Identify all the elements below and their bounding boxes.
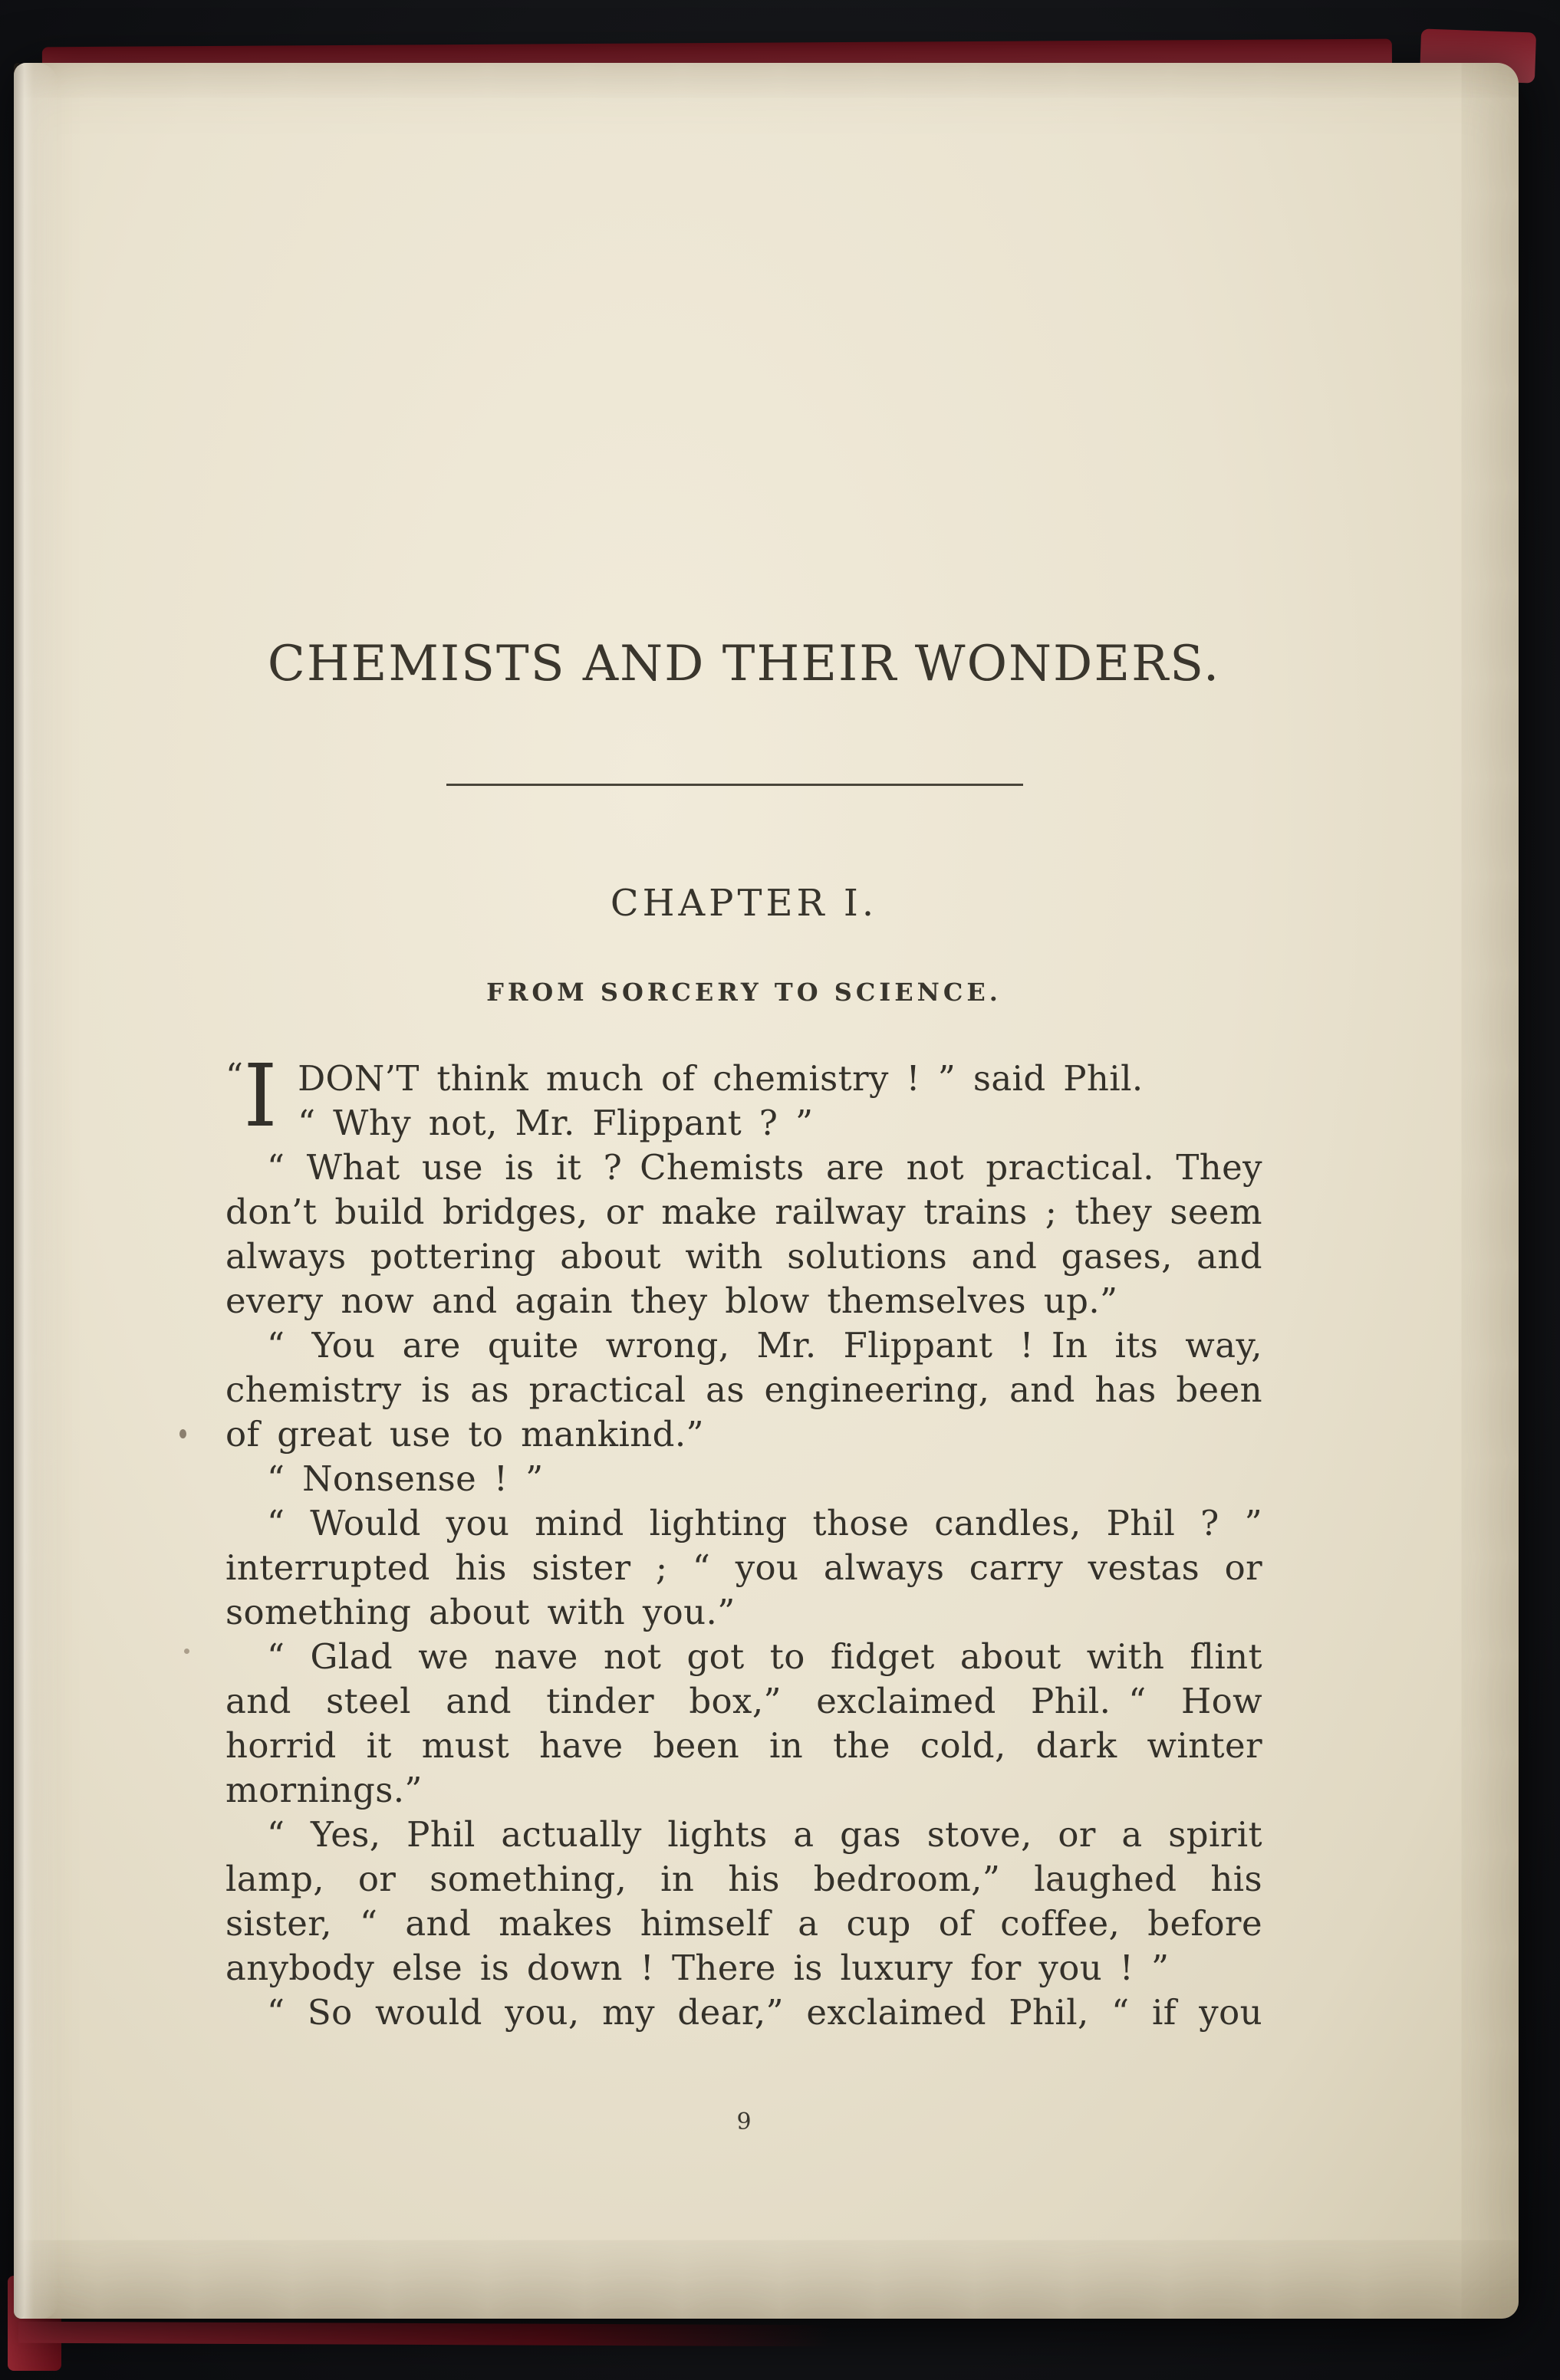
page-speck <box>179 1429 186 1438</box>
paragraph-line: DON’T think much of chemistry ! ” said Phil. <box>298 1058 1144 1099</box>
paragraph: “ You are quite wrong, Mr. Flippant ! In its way, chemistry is as practical as engineering, and has been of great use to mankind.” <box>225 1325 1262 1455</box>
page-number: 9 <box>736 2109 752 2135</box>
book-page <box>14 63 1519 2319</box>
dropcap-block <box>225 1047 298 1146</box>
page-content <box>225 63 1262 2319</box>
paragraph: “ Nonsense ! ” <box>267 1458 544 1499</box>
paragraph: “ Would you mind lighting those candles, Phil ? ” interrupted his sister ; “ you always carry vestas or something about with you.” <box>225 1503 1262 1632</box>
dropcap-letter: I <box>243 1047 278 1146</box>
book-cover-edge-bottom <box>18 2322 831 2347</box>
paragraph: “ Glad we nave not got to fidget about with flint and steel and tinder box,” exclaimed Phil. “ How horrid it must have been in the cold, dark winter mornings.” <box>225 1636 1262 1810</box>
paragraph: “ Yes, Phil actually lights a gas stove, or a spirit lamp, or something, in his bedroom,” laughed his sister, “ and makes himself a cup of coffee, before anybody else is down ! There is luxury for you ! ” <box>225 1814 1262 1988</box>
paragraph: “ What use is it ? Chemists are not practical. They don’t build bridges, or make railway trains ; they seem always pottering about with solutions and gases, and every now and again they blow themselves up.” <box>225 1147 1262 1321</box>
book-title: CHEMISTS AND THEIR WONDERS. <box>267 636 1221 692</box>
paragraph-line: “ Why not, Mr. Flippant ? ” <box>298 1103 814 1143</box>
chapter-heading: CHAPTER I. <box>610 882 878 925</box>
paragraph-opening <box>225 1047 1262 1146</box>
page-speck <box>184 1649 189 1654</box>
page-speck <box>1055 1879 1061 1885</box>
opening-quote: “ <box>225 1056 244 1096</box>
body-text <box>225 1047 1262 2035</box>
title-divider-rule <box>446 784 1023 786</box>
chapter-subtitle: FROM SORCERY TO SCIENCE. <box>486 978 1002 1007</box>
paragraph: “ So would you, my dear,” exclaimed Phil, “ if you <box>267 1992 1262 2033</box>
